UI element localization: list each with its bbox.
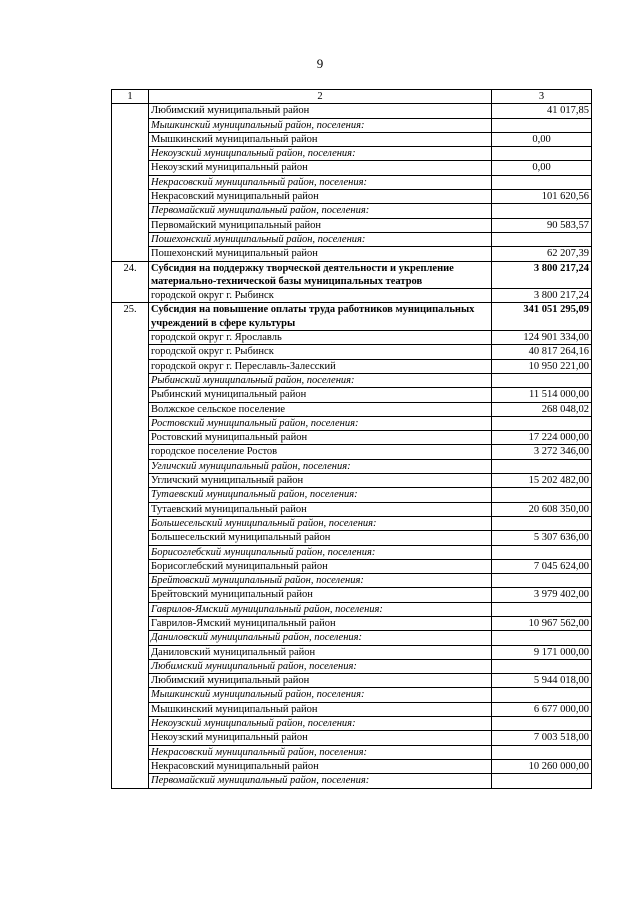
header-col-1: 1 [112, 90, 149, 104]
district-group-heading: Любимский муниципальный район, поселения: [149, 659, 492, 673]
amount-cell: 101 620,56 [492, 190, 592, 204]
table-row [112, 431, 592, 445]
table-row [112, 731, 592, 745]
table-row [112, 289, 592, 303]
row-index-cell [112, 104, 149, 261]
subsidy-total: 341 051 295,09 [492, 303, 592, 331]
district-group-heading: Борисоглебский муниципальный район, поселения: [149, 545, 492, 559]
amount-cell: 11 514 000,00 [492, 388, 592, 402]
table-row [112, 574, 592, 588]
subsidy-title: Субсидия на поддержку творческой деятельности и укрепление материально-технической базы муниципальных театров [149, 261, 492, 289]
table-row [112, 474, 592, 488]
amount-cell [492, 488, 592, 502]
amount-cell [492, 118, 592, 132]
recipient-name: Некоузский муниципальный район [149, 731, 492, 745]
district-group-heading: Пошехонский муниципальный район, поселения: [149, 232, 492, 246]
table-row [112, 516, 592, 530]
table-row [112, 204, 592, 218]
recipient-name: Гаврилов-Ямский муниципальный район [149, 616, 492, 630]
amount-cell [492, 659, 592, 673]
amount-cell [492, 545, 592, 559]
amount-cell: 268 048,02 [492, 402, 592, 416]
amount-cell: 41 017,85 [492, 104, 592, 118]
recipient-name: Тутаевский муниципальный район [149, 502, 492, 516]
recipient-name: Мышкинский муниципальный район [149, 132, 492, 146]
table-row [112, 759, 592, 773]
amount-cell [492, 774, 592, 788]
recipient-name: городской округ г. Переславль-Залесский [149, 359, 492, 373]
amount-cell [492, 232, 592, 246]
amount-cell [492, 175, 592, 189]
table-row [112, 247, 592, 261]
amount-cell: 62 207,39 [492, 247, 592, 261]
district-group-heading: Некрасовский муниципальный район, поселения: [149, 175, 492, 189]
recipient-name: Некрасовский муниципальный район [149, 759, 492, 773]
amount-cell: 3 272 346,00 [492, 445, 592, 459]
table-row [112, 161, 592, 175]
amount-cell: 10 967 562,00 [492, 616, 592, 630]
amount-cell [492, 373, 592, 387]
table-row [112, 345, 592, 359]
table-row [112, 359, 592, 373]
subsidy-table [111, 89, 592, 789]
table-row [112, 132, 592, 146]
table-row [112, 674, 592, 688]
row-index-cell: 25. [112, 303, 149, 788]
table-row [112, 388, 592, 402]
amount-cell: 3 979 402,00 [492, 588, 592, 602]
recipient-name: городской округ г. Ярославль [149, 331, 492, 345]
row-index-cell: 24. [112, 261, 149, 303]
district-group-heading: Угличский муниципальный район, поселения: [149, 459, 492, 473]
amount-cell: 5 307 636,00 [492, 531, 592, 545]
amount-cell [492, 204, 592, 218]
table-row [112, 118, 592, 132]
subsidy-title: Субсидия на повышение оплаты труда работников муниципальных учреждений в сфере культуры [149, 303, 492, 331]
table-row [112, 218, 592, 232]
amount-cell [492, 602, 592, 616]
table-row [112, 459, 592, 473]
amount-cell [492, 631, 592, 645]
recipient-name: городской округ г. Рыбинск [149, 289, 492, 303]
table-row [112, 190, 592, 204]
table-row [112, 559, 592, 573]
district-group-heading: Ростовский муниципальный район, поселения: [149, 416, 492, 430]
district-group-heading: Некрасовский муниципальный район, поселения: [149, 745, 492, 759]
table-row [112, 745, 592, 759]
table-row [112, 303, 592, 331]
table-row [112, 645, 592, 659]
amount-cell [492, 745, 592, 759]
table-row [112, 416, 592, 430]
recipient-name: Любимский муниципальный район [149, 104, 492, 118]
amount-cell [492, 416, 592, 430]
amount-cell: 9 171 000,00 [492, 645, 592, 659]
table-row [112, 502, 592, 516]
recipient-name: Любимский муниципальный район [149, 674, 492, 688]
district-group-heading: Некоузский муниципальный район, поселения: [149, 147, 492, 161]
recipient-name: Некрасовский муниципальный район [149, 190, 492, 204]
recipient-name: Даниловский муниципальный район [149, 645, 492, 659]
district-group-heading: Тутаевский муниципальный район, поселения: [149, 488, 492, 502]
amount-cell: 6 677 000,00 [492, 702, 592, 716]
table-row [112, 631, 592, 645]
amount-cell [492, 717, 592, 731]
amount-cell: 15 202 482,00 [492, 474, 592, 488]
recipient-name: Волжское сельское поселение [149, 402, 492, 416]
amount-cell: 7 045 624,00 [492, 559, 592, 573]
district-group-heading: Некоузский муниципальный район, поселения: [149, 717, 492, 731]
amount-cell [492, 574, 592, 588]
table-row [112, 588, 592, 602]
table-row [112, 373, 592, 387]
table-row [112, 774, 592, 788]
amount-cell [492, 147, 592, 161]
table-row [112, 104, 592, 118]
page-number: 9 [316, 56, 324, 71]
district-group-heading: Брейтовский муниципальный район, поселения: [149, 574, 492, 588]
header-col-2: 2 [149, 90, 492, 104]
district-group-heading: Гаврилов-Ямский муниципальный район, поселения: [149, 602, 492, 616]
district-group-heading: Мышкинский муниципальный район, поселения: [149, 118, 492, 132]
table-row [112, 659, 592, 673]
table-header-row [112, 90, 592, 104]
table-row [112, 602, 592, 616]
recipient-name: Большесельский муниципальный район [149, 531, 492, 545]
table-row [112, 616, 592, 630]
table-row [112, 717, 592, 731]
amount-cell: 3 800 217,24 [492, 289, 592, 303]
recipient-name: Некоузский муниципальный район [149, 161, 492, 175]
table-row [112, 232, 592, 246]
table-row [112, 331, 592, 345]
table-row [112, 147, 592, 161]
amount-cell: 40 817 264,16 [492, 345, 592, 359]
amount-cell: 17 224 000,00 [492, 431, 592, 445]
amount-cell [492, 688, 592, 702]
subsidy-total: 3 800 217,24 [492, 261, 592, 289]
table-row [112, 531, 592, 545]
amount-cell [492, 516, 592, 530]
table-row [112, 175, 592, 189]
recipient-name: Рыбинский муниципальный район [149, 388, 492, 402]
table-row [112, 261, 592, 289]
table-row [112, 488, 592, 502]
amount-cell: 5 944 018,00 [492, 674, 592, 688]
amount-cell: 10 950 221,00 [492, 359, 592, 373]
recipient-name: Угличский муниципальный район [149, 474, 492, 488]
district-group-heading: Рыбинский муниципальный район, поселения: [149, 373, 492, 387]
recipient-name: Ростовский муниципальный район [149, 431, 492, 445]
header-col-3: 3 [492, 90, 592, 104]
amount-cell: 10 260 000,00 [492, 759, 592, 773]
table-row [112, 688, 592, 702]
district-group-heading: Мышкинский муниципальный район, поселения: [149, 688, 492, 702]
table-row [112, 545, 592, 559]
amount-cell [492, 459, 592, 473]
recipient-name: Первомайский муниципальный район [149, 218, 492, 232]
amount-cell: 0,00 [492, 132, 592, 146]
district-group-heading: Первомайский муниципальный район, поселения: [149, 204, 492, 218]
recipient-name: Борисоглебский муниципальный район [149, 559, 492, 573]
recipient-name: городское поселение Ростов [149, 445, 492, 459]
district-group-heading: Даниловский муниципальный район, поселения: [149, 631, 492, 645]
recipient-name: Брейтовский муниципальный район [149, 588, 492, 602]
amount-cell: 7 003 518,00 [492, 731, 592, 745]
table-row [112, 402, 592, 416]
recipient-name: городской округ г. Рыбинск [149, 345, 492, 359]
table-row [112, 702, 592, 716]
amount-cell: 0,00 [492, 161, 592, 175]
amount-cell: 90 583,57 [492, 218, 592, 232]
recipient-name: Мышкинский муниципальный район [149, 702, 492, 716]
amount-cell: 124 901 334,00 [492, 331, 592, 345]
district-group-heading: Большесельский муниципальный район, поселения: [149, 516, 492, 530]
table-row [112, 445, 592, 459]
district-group-heading: Первомайский муниципальный район, поселения: [149, 774, 492, 788]
amount-cell: 20 608 350,00 [492, 502, 592, 516]
recipient-name: Пошехонский муниципальный район [149, 247, 492, 261]
